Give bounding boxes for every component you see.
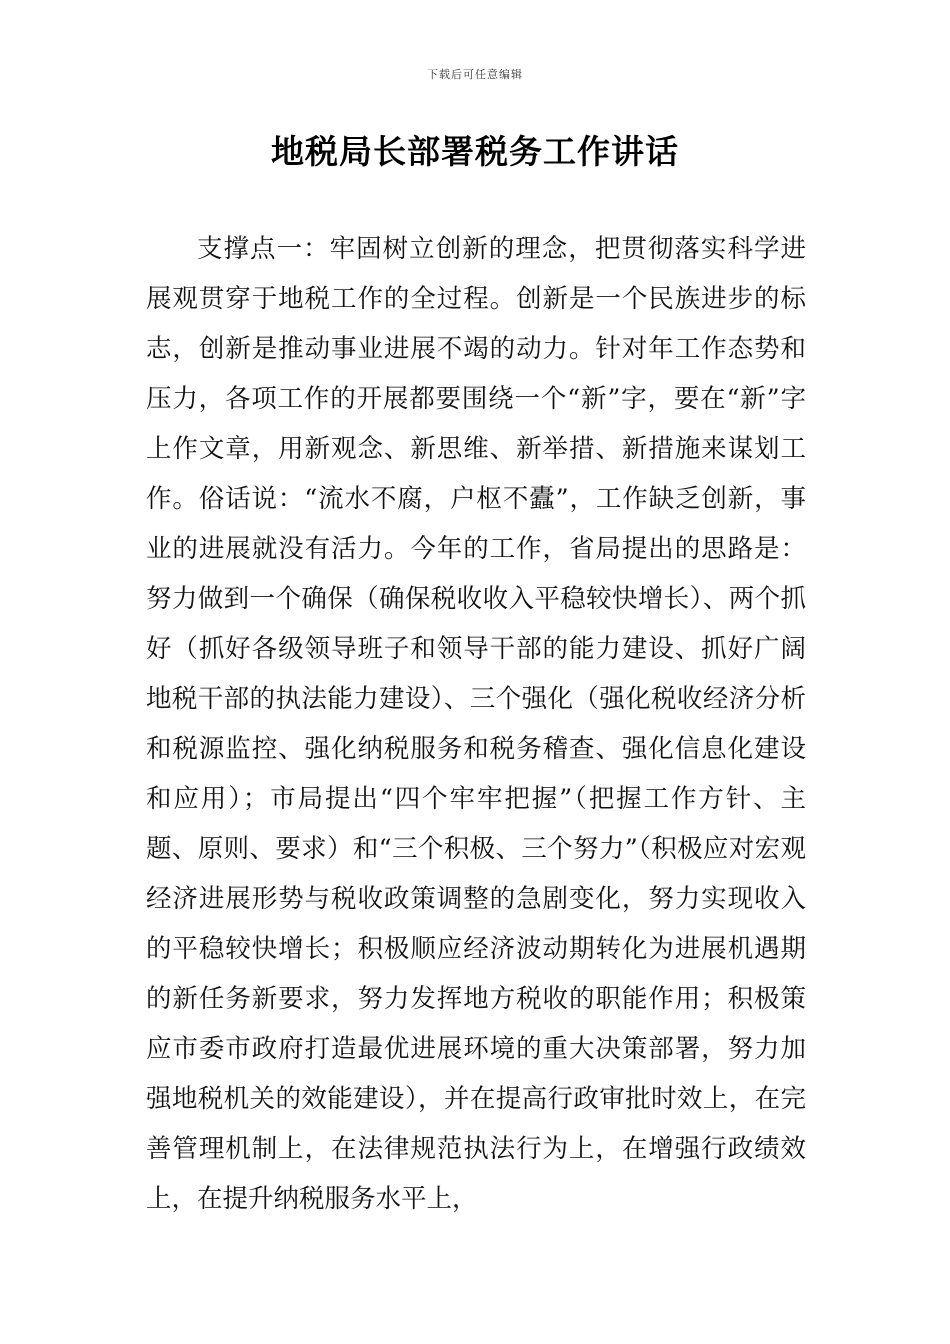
header-note: 下载后可任意编辑 bbox=[427, 68, 523, 81]
document-title: 地税局长部署税务工作讲话 bbox=[271, 132, 679, 171]
body-paragraph: 支撑点一：牢固树立创新的理念，把贯彻落实科学进展观贯穿于地税工作的全过程。创新是一个民族进步的标志，创新是推动事业进展不竭的动力。针对年工作态势和压力，各项工作的开展都要围绕一个“新”字，要在“新”字上作文章，用新观念、新思维、新举措、新措施来谋划工作。俗话说：“流水不腐，户枢不蠹”，工作缺乏创新，事业的进展就没有活力。今年的工作，省局提出的思路是：努力做到一个确保（确保税收收入平稳较快增长）、两个抓好（抓好各级领导班子和领导干部的能力建设、抓好广阔地税干部的执法能力建设）、三个强化（强化税收经济分析和税源监控、强化纳税服务和税务稽查、强化信息化建设和应用）；市局提出“四个牢牢把握”（把握工作方针、主题、原则、要求）和“三个积极、三个努力”（积极应对宏观经济进展形势与税收政策调整的急剧变化，努力实现收入的平稳较快增长；积极顺应经济波动期转化为进展机遇期的新任务新要求，努力发挥地方税收的职能作用；积极策应市委市政府打造最优进展环境的重大决策部署，努力加强地税机关的效能建设），并在提高行政审批时效上，在完善管理机制上，在法律规范执法行为上，在增强行政绩效上，在提升纳税服务水平上， bbox=[146, 234, 806, 1214]
